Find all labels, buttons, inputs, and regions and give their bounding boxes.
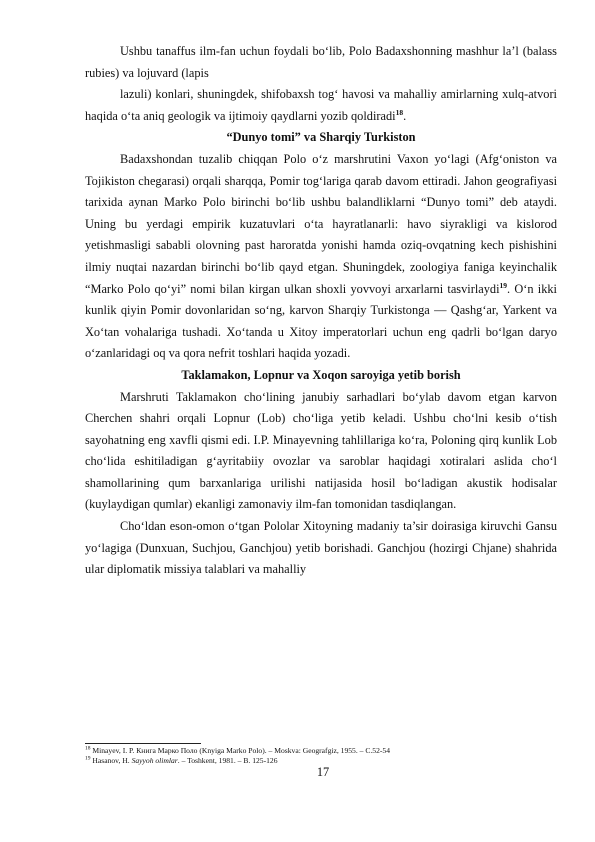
page-number: 17 — [316, 765, 330, 779]
section-heading-dunyo-tomi: “Dunyo tomi” va Sharqiy Turkiston — [226, 130, 416, 145]
paragraph-3-text: Badaxshondan tuzalib chiqqan Polo o‘z marshrutini Vaxon yo‘lagi (Afg‘oniston va Tojikiston chegarasi) orqali sharqqa, Pomir tog‘lariga qarab davom ettiradi. Jahon geografiyasi tarixida aynan Marko Polo birinchi bo‘lib ushbu balandliklarni “Dunyo tomi” deb ataydi. Uning bu yerdagi empirik kuzatuvlari o‘ta hayratlanarli: havo siyrakligi va kislorod yetishmasligi sababli olovning past haroratda yonishi hamda oziq-ovqatning kech pishishini ilmiy nuqtai nazardan birinchi bo‘lib qayd etgan. Shuningdek, zoologiya faniga keyinchalik “Marko Polo qo‘yi” nomi bilan kirgan ulkan shoxli yovvoyi arxarlarni tasvirlaydi — [85, 151, 557, 296]
footnotes — [85, 746, 557, 766]
paragraph-2-text: lazuli) konlari, shuningdek, shifobaxsh tog‘ havosi va mahalliy amirlarning xulq-atvori haqida o‘ta aniq geologik va ijtimoiy qaydlarni yozib qoldiradi — [85, 87, 557, 123]
footnote-19-text-before: Hasanov, H. — [90, 756, 132, 765]
footnote-19-title: Sayyoh olimlar — [131, 756, 178, 765]
paragraph-1: Ushbu tanaffus ilm-fan uchun foydali bo‘lib, Polo Badaxshonning mashhur la’l (balass rubies) va lojuvard (lapis — [85, 44, 557, 80]
footnote-19-mark: 19 — [85, 755, 91, 762]
footnote-19-text-after: . – Toshkent, 1981. – B. 125-126 — [177, 756, 278, 765]
footnote-18-mark: 18 — [85, 745, 91, 752]
paragraph-4: Marshruti Taklamakon cho‘lining janubiy sarhadlari bo‘ylab davom etgan karvon Cherchen shahri orqali Lopnur (Lob) cho‘liga yetib keladi. Ushbu cho‘lni kesib o‘tish sayohatning eng xavfli qismi edi. I.P. Minayevning tahlillariga ko‘ra, Poloning qirq kunlik Lob cho‘lida eshitiladigan g‘ayritabiiy ovozlar va saroblar haqidagi xotiralari aslida cho‘l shamollarining qum barxanlariga urilishi natijasida hosil bo‘ladigan akustik hodisalar (kuylaydigan qumlar) ekanligi zamonaviy ilm-fan tomonidan tasdiqlangan. — [85, 389, 557, 512]
footnote-divider — [85, 743, 201, 744]
section-heading-taklamakon: Taklamakon, Lopnur va Xoqon saroyiga yetib borish — [181, 367, 461, 382]
paragraph-5: Cho‘ldan eson-omon o‘tgan Pololar Xitoyning madaniy ta’sir doirasiga kiruvchi Gansu yo‘lagiga (Dunxuan, Suchjou, Ganchjou) yetib borishadi. Ganchjou (hozirgi Chjane) shahrida ular diplomatik missiya talablari va mahalliy — [85, 519, 557, 577]
paragraph-2 — [85, 84, 557, 127]
footnote-ref-18[interactable]: 18 — [395, 107, 404, 117]
footnote-ref-19[interactable]: 19 — [499, 280, 508, 290]
page-body — [85, 41, 557, 581]
paragraph-2-end: . — [403, 108, 407, 123]
footnote-18-text: Minayev, I. P. Книга Марко Поло (Knyiga Marko Polo). – Moskva: Geografgiz, 1955. – C.52-54 — [90, 746, 391, 755]
paragraph-3 — [85, 149, 557, 365]
paragraph-3-end: . O‘n ikki kunlik qiyin Pomir dovonlaridan so‘ng, karvon Sharqiy Turkistonga — Qashg‘ar, Yarkent va Xo‘tan vohalariga tushadi. Xo‘tanda u Xitoy imperatorlari uchun eng qadrli bo‘lgan daryo o‘zanlaridagi oq va qora nefrit toshlari haqida yozadi. — [85, 281, 557, 361]
footnote-18 — [85, 746, 557, 756]
